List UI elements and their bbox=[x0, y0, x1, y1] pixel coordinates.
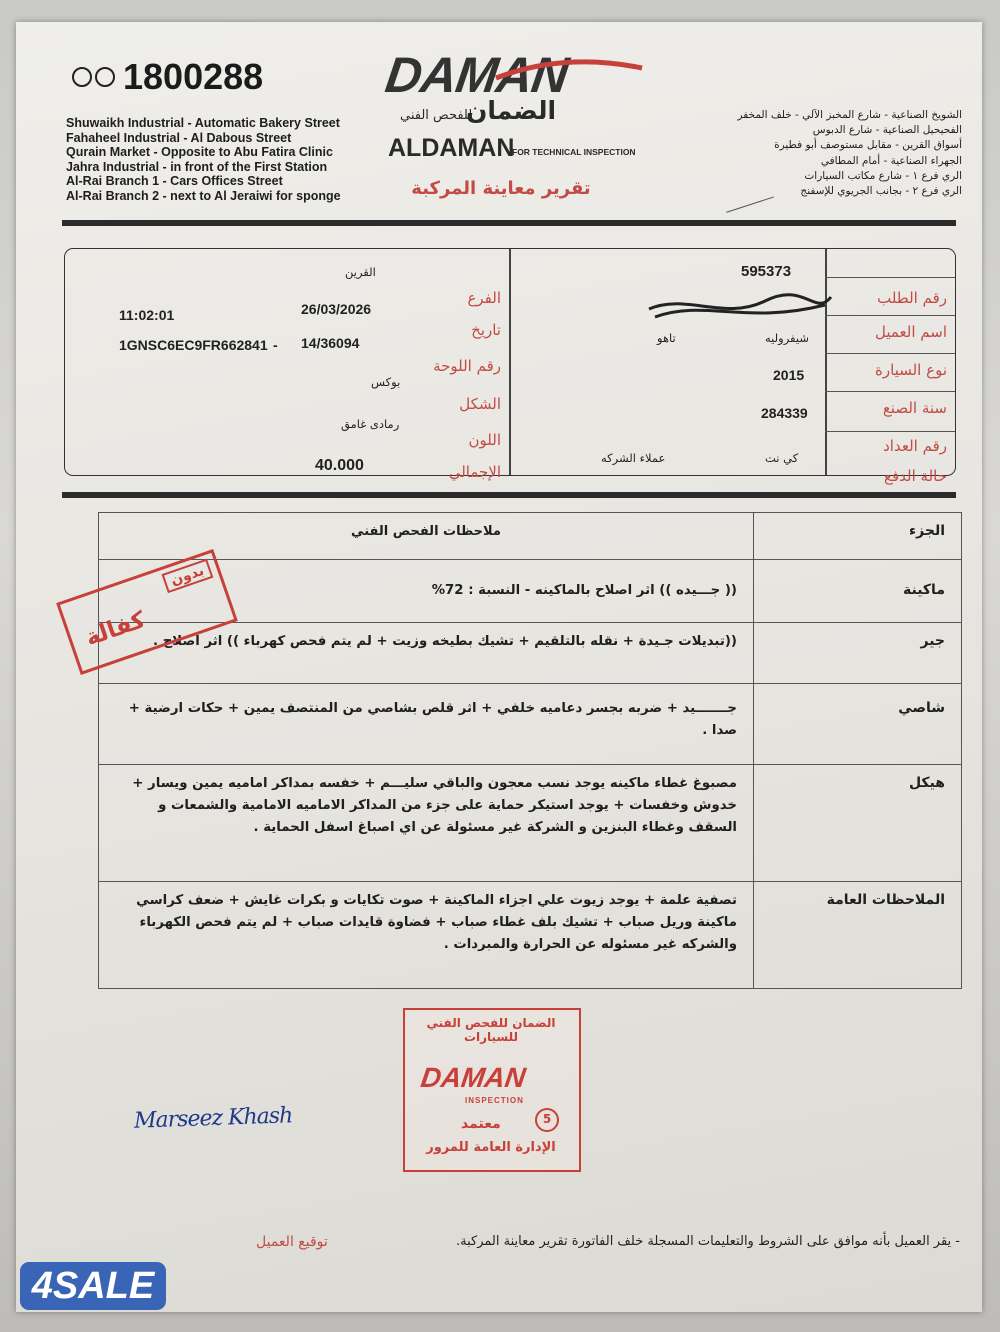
official-stamp-inspection: INSPECTION bbox=[465, 1096, 524, 1105]
label-odometer: رقم العداد bbox=[883, 437, 947, 455]
label-total: الإجمالي bbox=[448, 463, 501, 481]
row-line bbox=[825, 391, 955, 392]
part-cell: ماكينة bbox=[754, 560, 962, 623]
terms-acknowledgement: - يقر العميل بأنه موافق على الشروط والتعليمات المسجلة خلف الفاتورة تقرير معاينة المركبة. bbox=[456, 1234, 960, 1249]
branch-line-ar: الجهراء الصناعية - أمام المطافي bbox=[820, 154, 962, 167]
handwritten-signature: Marseez Khash bbox=[133, 1103, 293, 1134]
table-row bbox=[99, 684, 962, 765]
label-customer-name: اسم العميل bbox=[874, 323, 947, 341]
header-divider bbox=[62, 220, 956, 226]
note-cell: جـــــــيد + ضربه بجسر دعاميه خلفي + اثر قلص بشاصي من المنتصف يمين + حكات ارضية + صدا . bbox=[99, 684, 754, 765]
payment-method: كي نت bbox=[765, 451, 799, 465]
branch-line: Shuwaikh Industrial - Automatic Bakery Street bbox=[66, 116, 340, 130]
logo-english-sub: FOR TECHNICAL INSPECTION bbox=[512, 147, 636, 157]
hotline bbox=[72, 56, 263, 98]
car-color: رمادى غامق bbox=[341, 417, 400, 431]
branch-line: Qurain Market - Opposite to Abu Fatira Clinic bbox=[66, 145, 333, 159]
column-header-part: الجزء bbox=[754, 513, 962, 560]
row-line bbox=[825, 315, 955, 316]
column-header-notes: ملاحظات الفحص الفني bbox=[99, 513, 754, 560]
logo-arabic: الضمان bbox=[466, 96, 557, 125]
label-plate: رقم اللوحة bbox=[433, 357, 501, 375]
part-cell: الملاحظات العامة bbox=[754, 882, 962, 989]
table-header-row bbox=[99, 513, 962, 560]
order-number: 595373 bbox=[741, 263, 792, 280]
logo-arabic-sub: للفحص الفني bbox=[400, 108, 473, 123]
branches-english bbox=[66, 116, 366, 203]
car-make: شيفروليه bbox=[765, 331, 809, 345]
row-line bbox=[825, 431, 955, 432]
official-stamp-approved: معتمد bbox=[461, 1116, 501, 1132]
whatsapp-icon bbox=[95, 67, 115, 87]
official-stamp-logo: DAMAN bbox=[418, 1062, 528, 1093]
label-shape: الشكل bbox=[459, 395, 501, 413]
report-date: 26/03/2026 bbox=[301, 301, 372, 317]
label-payment-status: حالة الدفع bbox=[884, 467, 947, 485]
vin-number: 1GNSC6EC9FR662841 bbox=[119, 337, 268, 353]
no-warranty-stamp-main: كفالة bbox=[82, 606, 149, 652]
official-stamp bbox=[403, 1008, 581, 1172]
branch-line-ar: أسواق القرين - مقابل مستوصف أبو فطيرة bbox=[774, 139, 962, 152]
phone-icon bbox=[72, 67, 92, 87]
findings-table bbox=[98, 512, 962, 989]
total-amount: 40.000 bbox=[315, 457, 364, 474]
row-line bbox=[825, 277, 955, 278]
row-line bbox=[825, 353, 955, 354]
note-cell: (( جـــيده )) اثر اصلاح بالماكينه - النسبة : 72% bbox=[99, 560, 754, 623]
manufacture-year: 2015 bbox=[773, 367, 805, 383]
logo-english: ALDAMAN bbox=[388, 134, 515, 162]
logo-swoosh-icon bbox=[494, 58, 644, 82]
branch-line: Al-Rai Branch 2 - next to Al Jeraiwi for sponge bbox=[66, 188, 341, 203]
branch-line-ar: الشويخ الصناعية - شارع المخبز الآلي - خلف المخفر bbox=[737, 109, 962, 121]
inspection-report-sheet bbox=[16, 22, 982, 1312]
branch-line-ar: الري فرع ١ - شارع مكاتب السيارات bbox=[804, 169, 962, 182]
hotline-number: 1800288 bbox=[123, 56, 264, 97]
branches-arabic bbox=[702, 108, 962, 199]
report-time: 11:02:01 bbox=[119, 307, 175, 323]
part-cell: جير bbox=[754, 623, 962, 684]
part-cell: هيكل bbox=[754, 765, 962, 882]
official-stamp-authority: الإدارة العامة للمرور bbox=[426, 1140, 556, 1155]
payment-note: عملاء الشركه bbox=[601, 451, 666, 465]
vehicle-info-box: رقم الطلب اسم العميل نوع السيارة سنة الصنع رقم العداد حالة الدفع 595373 شيفروليه تاهو 2015 284339 كي نت عملاء الشركه الفرع تاريخ رقم اللوحة الشكل اللون الإجمالي القرين 26/03/2026 11:02:01 1GNSC6EC9FR662841 - 14/36094 بوكس رمادى غامق 40.000 bbox=[64, 248, 956, 476]
4sale-watermark-logo: 4SALE bbox=[20, 1262, 166, 1310]
note-cell: ((تبديلات جـيدة + نقله بالتلقيم + تشيك بطيخه وزيت + لم يتم فحص كهرباء )) اثر اصلاح . bbox=[99, 623, 754, 684]
label-branch: الفرع bbox=[467, 289, 501, 307]
official-stamp-title: الضمان للفحص الفني للسيارات bbox=[426, 1016, 556, 1044]
table-row bbox=[99, 882, 962, 989]
branch-line: Al-Rai Branch 1 - Cars Offices Street bbox=[66, 174, 283, 188]
pen-mark bbox=[726, 196, 776, 218]
official-stamp-number: 5 bbox=[535, 1108, 559, 1132]
branch-line: Fahaheel Industrial - Al Dabous Street bbox=[66, 130, 292, 145]
branch-line: Jahra Industrial - in front of the First Station bbox=[66, 159, 328, 174]
no-warranty-stamp-top: بدون bbox=[161, 559, 213, 594]
note-cell: مصبوغ غطاء ماكينه يوجد نسب معجون والباقي سليـــم + خفسه بمداكر اماميه يمين ويسار + خدوش وخفسات + يوجد استيكر حماية على جزء من المداكر الاماميه الامامية والشمعات و السقف وغطاء البنزين و الشركة غير مسئولة عن اي اصباغ اسفل الحماية . bbox=[99, 765, 754, 882]
info-divider-bottom bbox=[62, 492, 956, 498]
part-cell: شاصي bbox=[754, 684, 962, 765]
plate-number: 14/36094 bbox=[301, 335, 360, 351]
label-year: سنة الصنع bbox=[882, 399, 947, 417]
car-shape: بوكس bbox=[371, 375, 401, 389]
branch-name: القرين bbox=[345, 265, 376, 279]
daman-logo: DAMAN bbox=[382, 47, 572, 103]
odometer-value: 284339 bbox=[761, 405, 808, 421]
redacted-name-scribble bbox=[645, 287, 835, 327]
customer-signature-label: توقيع العميل bbox=[256, 1234, 328, 1250]
label-color: اللون bbox=[468, 431, 501, 449]
label-order-number: رقم الطلب bbox=[877, 289, 947, 307]
label-car-type: نوع السيارة bbox=[875, 361, 947, 379]
note-cell: تصفية علمة + يوجد زيوت علي اجزاء الماكينة + صوت تكايات و بكرات غايش + ضعف كراسي ماكينة وريل صباب + تشيك بلف غطاء صباب + فضاوة قايدات صباب + لم يتم فحص الكهرباء والشركه غير مسئوله عن الحرارة والمبردات . bbox=[99, 882, 754, 989]
label-date: تاريخ bbox=[471, 321, 501, 339]
info-divider bbox=[509, 249, 511, 475]
report-title: تقرير معاينة المركبة bbox=[411, 178, 591, 199]
table-row bbox=[99, 765, 962, 882]
car-model: تاهو bbox=[657, 331, 676, 345]
branch-line-ar: الري فرع ٢ - بجانب الجريوي للإسفنج bbox=[800, 185, 962, 198]
table-row bbox=[99, 623, 962, 684]
branch-line-ar: الفحيحيل الصناعية - شارع الدبوس bbox=[812, 124, 962, 137]
